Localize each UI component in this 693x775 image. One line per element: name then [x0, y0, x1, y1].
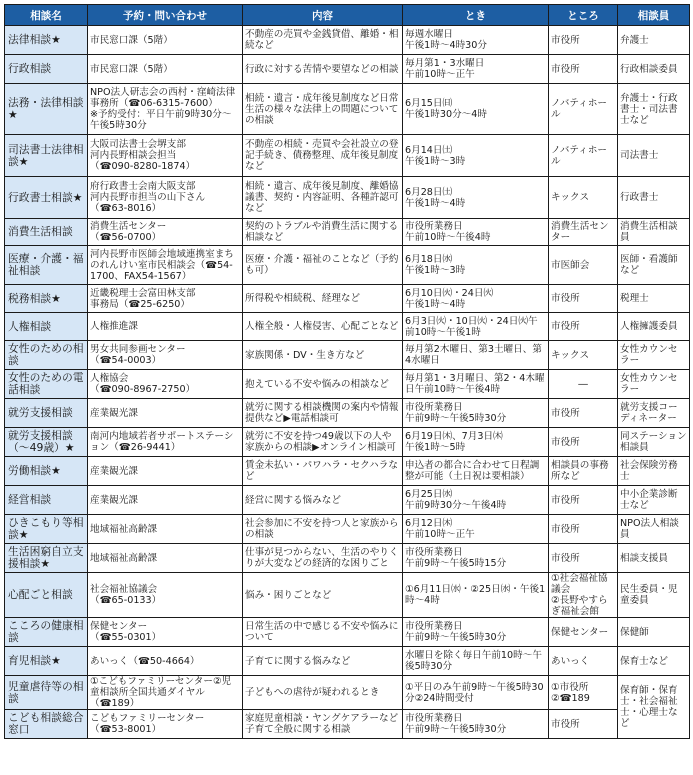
- row-content: 所得税や相続税、経理など: [243, 285, 403, 313]
- row-staff: 医師・看護師など: [618, 246, 690, 285]
- row-staff: 人権擁護委員: [618, 313, 690, 341]
- header-when: とき: [403, 5, 549, 26]
- row-content: 就労に関する相談機関の案内や情報提供など▶電話相談可: [243, 399, 403, 428]
- row-name: 経営相談: [5, 486, 88, 515]
- row-content: 不動産の相続・売買や会社設立の登記手続き、債務整理、成年後見制度など: [243, 135, 403, 177]
- row-place: ―: [549, 370, 618, 399]
- row-place: 市役所: [549, 428, 618, 457]
- row-name: 消費生活相談: [5, 219, 88, 246]
- row-contact: 社会福祉協議会 （☎65-0133）: [88, 573, 243, 618]
- row-content: 悩み・困りごとなど: [243, 573, 403, 618]
- row-staff: 中小企業診断士など: [618, 486, 690, 515]
- row-contact: 地域福祉高齢課: [88, 515, 243, 544]
- header-place: ところ: [549, 5, 618, 26]
- row-place: 市役所: [549, 313, 618, 341]
- row-when: 6月3日㈫・10日㈫・24日㈫午前10時～午後1時: [403, 313, 549, 341]
- row-staff: 司法書士: [618, 135, 690, 177]
- table-row: [5, 285, 690, 313]
- row-content: 人権全般・人権侵害、心配ごとなど: [243, 313, 403, 341]
- row-place: キックス: [549, 177, 618, 219]
- row-staff: 弁護士: [618, 26, 690, 55]
- row-staff: 行政書士: [618, 177, 690, 219]
- row-staff: 税理士: [618, 285, 690, 313]
- table-row: [5, 135, 690, 177]
- row-content: 行政に対する苦情や要望などの相談: [243, 55, 403, 84]
- table-row: [5, 515, 690, 544]
- row-name: 医療・介護・福祉相談: [5, 246, 88, 285]
- row-content: 経営に関する悩みなど: [243, 486, 403, 515]
- row-content: 仕事が見つからない、生活のやりくりが大変などの経済的な困りごと: [243, 544, 403, 573]
- row-contact: ①こどもファミリーセンター②児童相談所全国共通ダイヤル（☎189）: [88, 676, 243, 710]
- row-content: 社会参加に不安を持つ人と家族からの相談: [243, 515, 403, 544]
- row-place: 市役所: [549, 399, 618, 428]
- row-staff: 女性カウンセラー: [618, 370, 690, 399]
- consultation-table: [4, 4, 690, 739]
- row-when: 申込者の都合に合わせて日程調整が可能（土日祝は要相談）: [403, 457, 549, 486]
- row-place: 市役所: [549, 285, 618, 313]
- row-name: 税務相談★: [5, 285, 88, 313]
- table-row: [5, 457, 690, 486]
- row-content: 家庭児童相談・ヤングケアラーなど子育て全般に関する相談: [243, 710, 403, 739]
- row-when: 市役所業務日 午前10時～午後4時: [403, 219, 549, 246]
- row-staff: 行政相談委員: [618, 55, 690, 84]
- row-when: 6月12日㈭ 午前10時～正午: [403, 515, 549, 544]
- table-row: [5, 177, 690, 219]
- header-name: 相談名: [5, 5, 88, 26]
- row-content: 医療・介護・福祉のことなど（予約も可）: [243, 246, 403, 285]
- table-row: [5, 399, 690, 428]
- row-name: ひきこもり等相談★: [5, 515, 88, 544]
- table-row: [5, 486, 690, 515]
- row-contact: 市民窓口課（5階）: [88, 55, 243, 84]
- row-contact: 保健センター （☎55-0301）: [88, 618, 243, 647]
- row-place: 市役所: [549, 515, 618, 544]
- consultation-schedule: [4, 4, 690, 739]
- row-place: ①社会福祉協議会 ②長野やすらぎ福祉会館: [549, 573, 618, 618]
- table-row: [5, 84, 690, 135]
- header-staff: 相談員: [618, 5, 690, 26]
- row-place: あいっく: [549, 647, 618, 676]
- row-staff: 保育師・保育士・社会福祉士・心理士など: [618, 676, 690, 739]
- row-contact: 人権推進課: [88, 313, 243, 341]
- row-staff: 就労支援コーディネーター: [618, 399, 690, 428]
- row-contact: 地域福祉高齢課: [88, 544, 243, 573]
- row-name: 育児相談★: [5, 647, 88, 676]
- row-when: 毎月第1・3月曜日、第2・4木曜日午前10時～午後4時: [403, 370, 549, 399]
- row-content: 就労に不安を持つ49歳以下の人や家族からの相談▶オンライン相談可: [243, 428, 403, 457]
- table-row: [5, 246, 690, 285]
- table-row: [5, 676, 690, 710]
- row-content: 抱えている不安や悩みの相談など: [243, 370, 403, 399]
- row-contact: 男女共同参画センター （☎54-0003）: [88, 341, 243, 370]
- table-row: [5, 313, 690, 341]
- row-staff: 社会保険労務士: [618, 457, 690, 486]
- row-staff: 弁護士・行政書士・司法書士など: [618, 84, 690, 135]
- row-when: ①6月11日㈬・②25日㈬・午後1時～4時: [403, 573, 549, 618]
- row-place: 市役所: [549, 544, 618, 573]
- row-place: 市役所: [549, 486, 618, 515]
- header-contact: 予約・問い合わせ: [88, 5, 243, 26]
- row-name: こども相談総合窓口: [5, 710, 88, 739]
- row-place: キックス: [549, 341, 618, 370]
- row-contact: 大阪司法書士会堺支部 河内長野相談会担当 （☎090-8280-1874）: [88, 135, 243, 177]
- row-name: 行政相談: [5, 55, 88, 84]
- table-row: [5, 544, 690, 573]
- header-content: 内容: [243, 5, 403, 26]
- row-staff: 相談支援員: [618, 544, 690, 573]
- row-when: 毎月第2木曜日、第3土曜日、第4水曜日: [403, 341, 549, 370]
- row-when: 毎週水曜日 午後1時～4時30分: [403, 26, 549, 55]
- row-contact: 消費生活センター （☎56-0700）: [88, 219, 243, 246]
- row-contact: 産業観光課: [88, 399, 243, 428]
- row-when: 6月25日㈬ 午前9時30分～午後4時: [403, 486, 549, 515]
- row-when: 6月18日㈬ 午後1時～3時: [403, 246, 549, 285]
- row-name: 就労支援相談（～49歳）★: [5, 428, 88, 457]
- row-staff: 女性カウンセラー: [618, 341, 690, 370]
- row-name: 労働相談★: [5, 457, 88, 486]
- row-content: 不動産の売買や金銭貸借、離婚・相続など: [243, 26, 403, 55]
- row-when: 市役所業務日 午前9時～午後5時15分: [403, 544, 549, 573]
- row-content: 契約のトラブルや消費生活に関する相談など: [243, 219, 403, 246]
- row-staff: 民生委員・児童委員: [618, 573, 690, 618]
- row-when: 毎月第1・3水曜日 午前10時～正午: [403, 55, 549, 84]
- row-place: ①市役所 ②☎189: [549, 676, 618, 710]
- row-place: 市役所: [549, 26, 618, 55]
- row-name: こころの健康相談: [5, 618, 88, 647]
- row-place: ノバティホール: [549, 84, 618, 135]
- row-contact: 南河内地域若者サポートステーション（☎26-9441）: [88, 428, 243, 457]
- row-when: 市役所業務日 午前9時～午後5時30分: [403, 399, 549, 428]
- row-when: 6月15日㈰ 午後1時30分～4時: [403, 84, 549, 135]
- row-when: ①平日のみ午前9時～午後5時30分②24時間受付: [403, 676, 549, 710]
- table-row: [5, 647, 690, 676]
- row-content: 相続・遺言、成年後見制度、離婚協議書、契約・内容証明、各種許認可など: [243, 177, 403, 219]
- row-name: 司法書士法律相談★: [5, 135, 88, 177]
- row-name: 人権相談: [5, 313, 88, 341]
- table-row: [5, 618, 690, 647]
- row-content: 日常生活の中で感じる不安や悩みについて: [243, 618, 403, 647]
- row-contact: こどもファミリーセンター （☎53-8001）: [88, 710, 243, 739]
- row-content: 賃金未払い・パワハラ・セクハラなど: [243, 457, 403, 486]
- table-row: [5, 341, 690, 370]
- table-row: [5, 573, 690, 618]
- row-place: 市役所: [549, 55, 618, 84]
- row-contact: 人権協会 （☎090-8967-2750）: [88, 370, 243, 399]
- row-contact: 産業観光課: [88, 457, 243, 486]
- row-place: 消費生活センター: [549, 219, 618, 246]
- row-contact: NPO法人研志会の西村・窪崎法律事務所（☎06-6315-7600） ※予約受付：平日午前9時30分～午後5時30分: [88, 84, 243, 135]
- row-place: 相談員の事務所など: [549, 457, 618, 486]
- row-name: 法律相談★: [5, 26, 88, 55]
- row-name: 就労支援相談: [5, 399, 88, 428]
- row-content: 子育てに関する悩みなど: [243, 647, 403, 676]
- row-when: 6月19日㈭、7月3日㈭ 午後1時～5時: [403, 428, 549, 457]
- row-name: 生活困窮自立支援相談★: [5, 544, 88, 573]
- row-contact: あいっく（☎50-4664）: [88, 647, 243, 676]
- table-row: [5, 428, 690, 457]
- table-row: [5, 710, 690, 739]
- row-staff: 保育士など: [618, 647, 690, 676]
- row-name: 女性のための相談: [5, 341, 88, 370]
- row-place: 市医師会: [549, 246, 618, 285]
- row-name: 児童虐待等の相談: [5, 676, 88, 710]
- row-staff: NPO法人相談員: [618, 515, 690, 544]
- row-place: 市役所: [549, 710, 618, 739]
- table-row: [5, 26, 690, 55]
- row-when: 6月14日㈯ 午後1時～3時: [403, 135, 549, 177]
- row-staff: 同ステーション相談員: [618, 428, 690, 457]
- row-place: 保健センター: [549, 618, 618, 647]
- table-row: [5, 55, 690, 84]
- row-when: 6月28日㈯ 午後1時～4時: [403, 177, 549, 219]
- row-when: 市役所業務日 午前9時～午後5時30分: [403, 710, 549, 739]
- row-contact: 産業観光課: [88, 486, 243, 515]
- row-content: 家族関係・DV・生き方など: [243, 341, 403, 370]
- row-name: 法務・法律相談★: [5, 84, 88, 135]
- row-staff: 保健師: [618, 618, 690, 647]
- row-contact: 近畿税理士会富田林支部 事務局（☎25-6250）: [88, 285, 243, 313]
- row-staff: 消費生活相談員: [618, 219, 690, 246]
- row-when: 6月10日㈫・24日㈫ 午後1時～4時: [403, 285, 549, 313]
- row-when: 水曜日を除く毎日午前10時～午後5時30分: [403, 647, 549, 676]
- table-row: [5, 370, 690, 399]
- row-place: ノバティホール: [549, 135, 618, 177]
- row-contact: 市民窓口課（5階）: [88, 26, 243, 55]
- row-name: 女性のための電話相談: [5, 370, 88, 399]
- row-contact: 府行政書士会南大阪支部 河内長野市担当の山下さん （☎63-8016）: [88, 177, 243, 219]
- row-content: 相続・遺言・成年後見制度など日常生活の様々な法律上の問題についての相談: [243, 84, 403, 135]
- row-content: 子どもへの虐待が疑われるとき: [243, 676, 403, 710]
- row-contact: 河内長野市医師会地域連携室まちのれんけい室市民相談会（☎54-1700、FAX54-1567）: [88, 246, 243, 285]
- header-row: [5, 5, 690, 26]
- row-name: 心配ごと相談: [5, 573, 88, 618]
- row-when: 市役所業務日 午前9時～午後5時30分: [403, 618, 549, 647]
- row-name: 行政書士相談★: [5, 177, 88, 219]
- table-row: [5, 219, 690, 246]
